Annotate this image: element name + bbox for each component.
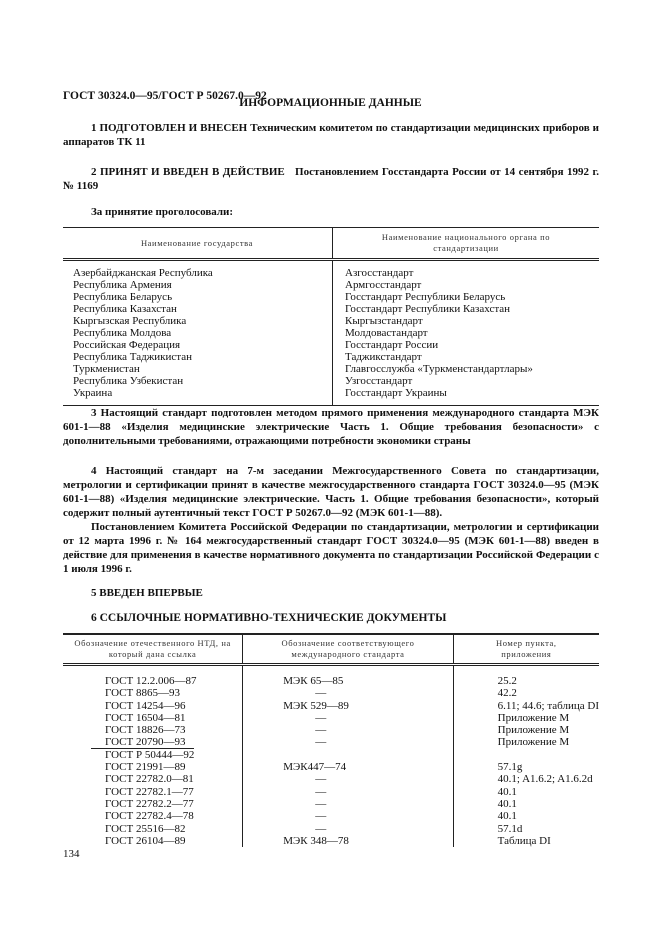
clause-number-text: 57.1g [497, 761, 523, 774]
iec-designation-text: — [315, 773, 327, 786]
clause-number [453, 700, 599, 712]
iec-designation-text: — [315, 810, 327, 823]
table-row [63, 835, 599, 847]
iec-designation [243, 773, 453, 785]
iec-designation-text: — [315, 736, 327, 749]
clause-number [453, 823, 599, 835]
clause-number-text: 57.1d [497, 822, 523, 835]
clause-number [453, 749, 599, 761]
gost-designation [63, 712, 243, 724]
iec-designation-text: — [315, 711, 327, 724]
clause-number-text: Приложение М [497, 736, 570, 749]
iec-designation [243, 786, 453, 798]
iec-designation [243, 700, 453, 712]
gost-designation-text: ГОСТ 26104—89 [105, 834, 186, 847]
iec-designation-text: — [315, 785, 327, 798]
gost-designation [63, 687, 243, 699]
gost-designation-text: ГОСТ 22782.1—77 [105, 785, 194, 798]
table-row [63, 786, 599, 798]
paragraph-5: 5 ВВЕДЕН ВПЕРВЫЕ [91, 587, 203, 599]
table-row [63, 736, 599, 748]
table-header: Обозначение соответствующего международного стандарта [243, 634, 453, 665]
paragraph-1-lead: 1 ПОДГОТОВЛЕН И ВНЕСЕН [91, 122, 248, 134]
states-table [63, 227, 599, 406]
table-row [63, 773, 599, 785]
state-name: Республика Казахстан [73, 303, 177, 315]
table-header: Наименование государства [63, 228, 333, 260]
standards-body-name: Госстандарт России [345, 339, 439, 351]
state-name: Республика Молдова [73, 327, 172, 339]
iec-designation-text: МЭК 65—85 [283, 675, 344, 687]
state-name: Украина [73, 387, 113, 399]
gost-designation [63, 773, 243, 785]
clause-number-text: Таблица DI [497, 834, 551, 847]
paragraph-1-text: Техническим комитетом по стандартизации медицинских приборов и аппаратов ТК 11 [63, 122, 599, 148]
clause-number [453, 665, 599, 688]
gost-designation [63, 700, 243, 712]
iec-designation-text: МЭК 348—78 [283, 834, 349, 847]
state-name: Республика Беларусь [73, 291, 173, 303]
page-number: 134 [63, 848, 80, 860]
gost-designation-text: ГОСТ 25516—82 [105, 822, 186, 835]
iec-designation [243, 761, 453, 773]
document-header: ГОСТ 30324.0—95/ГОСТ Р 50267.0—92 [63, 90, 267, 102]
gost-designation [63, 810, 243, 822]
gost-designation [63, 724, 243, 736]
paragraph-4: 4 Настоящий стандарт на 7-м заседании Межгосударственного Совета по стандартизации, метрологии и сертификации принят в качестве межгосударственного стандарта ГОСТ 30324.0—95 (МЭК 601-1—88) «Изделия медицинские электрические. Часть 1. Общие требования безопасности», который содержит полный аутентичный текст ГОСТ Р 50267.0—92 (МЭК 601-1—88). [63, 465, 599, 519]
clause-number-text: 6.11; 44.6; таблица DI [497, 699, 599, 712]
clause-number [453, 773, 599, 785]
clause-number [453, 724, 599, 736]
standards-body-name: Госстандарт Республики Беларусь [345, 291, 506, 303]
standards-body-name: Госстандарт Украины [345, 387, 447, 399]
gost-designation [63, 665, 243, 688]
gost-designation-text: ГОСТ 22782.0—81 [105, 773, 194, 786]
clause-number [453, 736, 599, 748]
state-name: Республика Таджикистан [73, 351, 192, 363]
gost-designation-text: ГОСТ 21991—89 [105, 761, 186, 774]
state-name: Республика Армения [73, 279, 172, 291]
iec-designation [243, 724, 453, 736]
iec-designation [243, 665, 453, 688]
iec-designation [243, 736, 453, 748]
clause-number [453, 835, 599, 847]
table-header: Обозначение отечественного НТД, на который дана ссылка [63, 634, 243, 665]
table-row [63, 810, 599, 822]
iec-designation [243, 712, 453, 724]
references-table [63, 633, 599, 847]
state-name: Азербайджанская Республика [73, 267, 213, 279]
table-row [63, 700, 599, 712]
clause-number [453, 761, 599, 773]
paragraph-1 [63, 121, 599, 149]
gost-designation [63, 823, 243, 835]
table-header: Наименование национального органа по стандартизации [333, 228, 600, 260]
iec-designation-text: МЭК 529—89 [283, 699, 349, 712]
gost-designation-text: ГОСТ 14254—96 [105, 699, 186, 712]
iec-designation [243, 835, 453, 847]
clause-number [453, 687, 599, 699]
state-name: Российская Федерация [73, 339, 181, 351]
bodies-column [333, 260, 600, 406]
table-row [63, 798, 599, 810]
state-name: Туркменистан [73, 363, 140, 375]
standards-body-name: Главгосслужба «Туркменстандартлары» [345, 363, 533, 375]
clause-number [453, 712, 599, 724]
paragraph-2-lead: 2 ПРИНЯТ И ВВЕДЕН В ДЕЙСТВИЕ [91, 166, 285, 178]
gost-designation [63, 798, 243, 810]
table-header: Номер пункта, приложения [453, 634, 599, 665]
state-name: Кыргызская Республика [73, 315, 187, 327]
table-row [63, 724, 599, 736]
table-row [63, 749, 599, 761]
clause-number [453, 786, 599, 798]
gost-designation-text: ГОСТ 16504—81 [105, 711, 186, 724]
table-row [63, 712, 599, 724]
gost-designation [63, 835, 243, 847]
clause-number-text: Приложение М [497, 711, 570, 724]
standards-body-name: Армгосстандарт [345, 279, 422, 291]
state-name: Республика Узбекистан [73, 375, 184, 387]
iec-designation [243, 798, 453, 810]
iec-designation-text: МЭК447—74 [283, 761, 347, 774]
standards-body-name: Госстандарт Республики Казахстан [345, 303, 511, 315]
gost-designation [63, 761, 243, 773]
standards-body-name: Узгосстандарт [345, 375, 413, 387]
gost-designation-text: ГОСТ 20790—93 [105, 736, 186, 749]
voted-label: За принятие проголосовали: [91, 206, 234, 218]
clause-number-text: Приложение М [497, 724, 570, 737]
standards-body-name: Кыргызстандарт [345, 315, 423, 327]
standards-body-name: Азгосстандарт [345, 267, 414, 279]
paragraph-2 [63, 165, 602, 193]
iec-designation-text: — [315, 822, 327, 835]
paragraph-3: 3 Настоящий стандарт подготовлен методом прямого применения международного стандарта МЭК 601-1—88 «Изделия медицинские электрические Часть 1. Общие требования безопасности» с дополнительными требованиями, отражающими потребности экономики страны [63, 407, 599, 447]
clause-number [453, 810, 599, 822]
iec-designation-text: — [315, 687, 327, 700]
gost-designation [63, 736, 243, 748]
iec-designation-text: — [315, 724, 327, 737]
section-title: ИНФОРМАЦИОННЫЕ ДАННЫЕ [239, 97, 422, 109]
states-column [63, 260, 333, 406]
table-row [63, 665, 599, 688]
clause-number-text: 40.1 [497, 797, 517, 810]
clause-number-text: 40.1 [497, 810, 517, 823]
gost-designation-text: ГОСТ Р 50444—92 [91, 748, 194, 761]
table-row [63, 823, 599, 835]
gost-designation [63, 749, 243, 761]
clause-number-text: 40.1 [497, 785, 517, 798]
paragraph-4-decree: Постановлением Комитета Российской Федерации по стандартизации, метрологии и сертификации от 12 марта 1996 г. № 164 межгосударственный стандарт ГОСТ 30324.0—95 (МЭК 601-1—88) введен в действие для применения в качестве нормативного документа по стандартизации Российской Федерации с 1 июля 1996 г. [63, 521, 599, 575]
paragraph-2-text: Постановлением Госстандарта России от 14 сентября 1992 г. № 1169 [63, 166, 602, 192]
gost-designation-text: ГОСТ 18826—73 [105, 724, 186, 737]
clause-number-text: 40.1; A1.6.2; A1.6.2d [497, 773, 593, 786]
gost-designation [63, 786, 243, 798]
clause-number-text: 42.2 [497, 687, 517, 700]
iec-designation-text: — [315, 797, 327, 810]
iec-designation [243, 749, 453, 761]
table-row [63, 687, 599, 699]
iec-designation [243, 687, 453, 699]
gost-designation-text: ГОСТ 12.2.006—87 [105, 675, 197, 687]
iec-designation [243, 823, 453, 835]
standards-body-name: Таджикстандарт [345, 351, 422, 363]
clause-number-text: 25.2 [497, 675, 517, 687]
gost-designation-text: ГОСТ 22782.2—77 [105, 797, 194, 810]
gost-designation-text: ГОСТ 8865—93 [105, 687, 180, 700]
iec-designation [243, 810, 453, 822]
table-row [63, 761, 599, 773]
clause-number [453, 798, 599, 810]
paragraph-6: 6 ССЫЛОЧНЫЕ НОРМАТИВНО-ТЕХНИЧЕСКИЕ ДОКУМЕНТЫ [91, 612, 447, 624]
gost-designation-text: ГОСТ 22782.4—78 [105, 810, 194, 823]
standards-body-name: Молдовастандарт [345, 327, 428, 339]
